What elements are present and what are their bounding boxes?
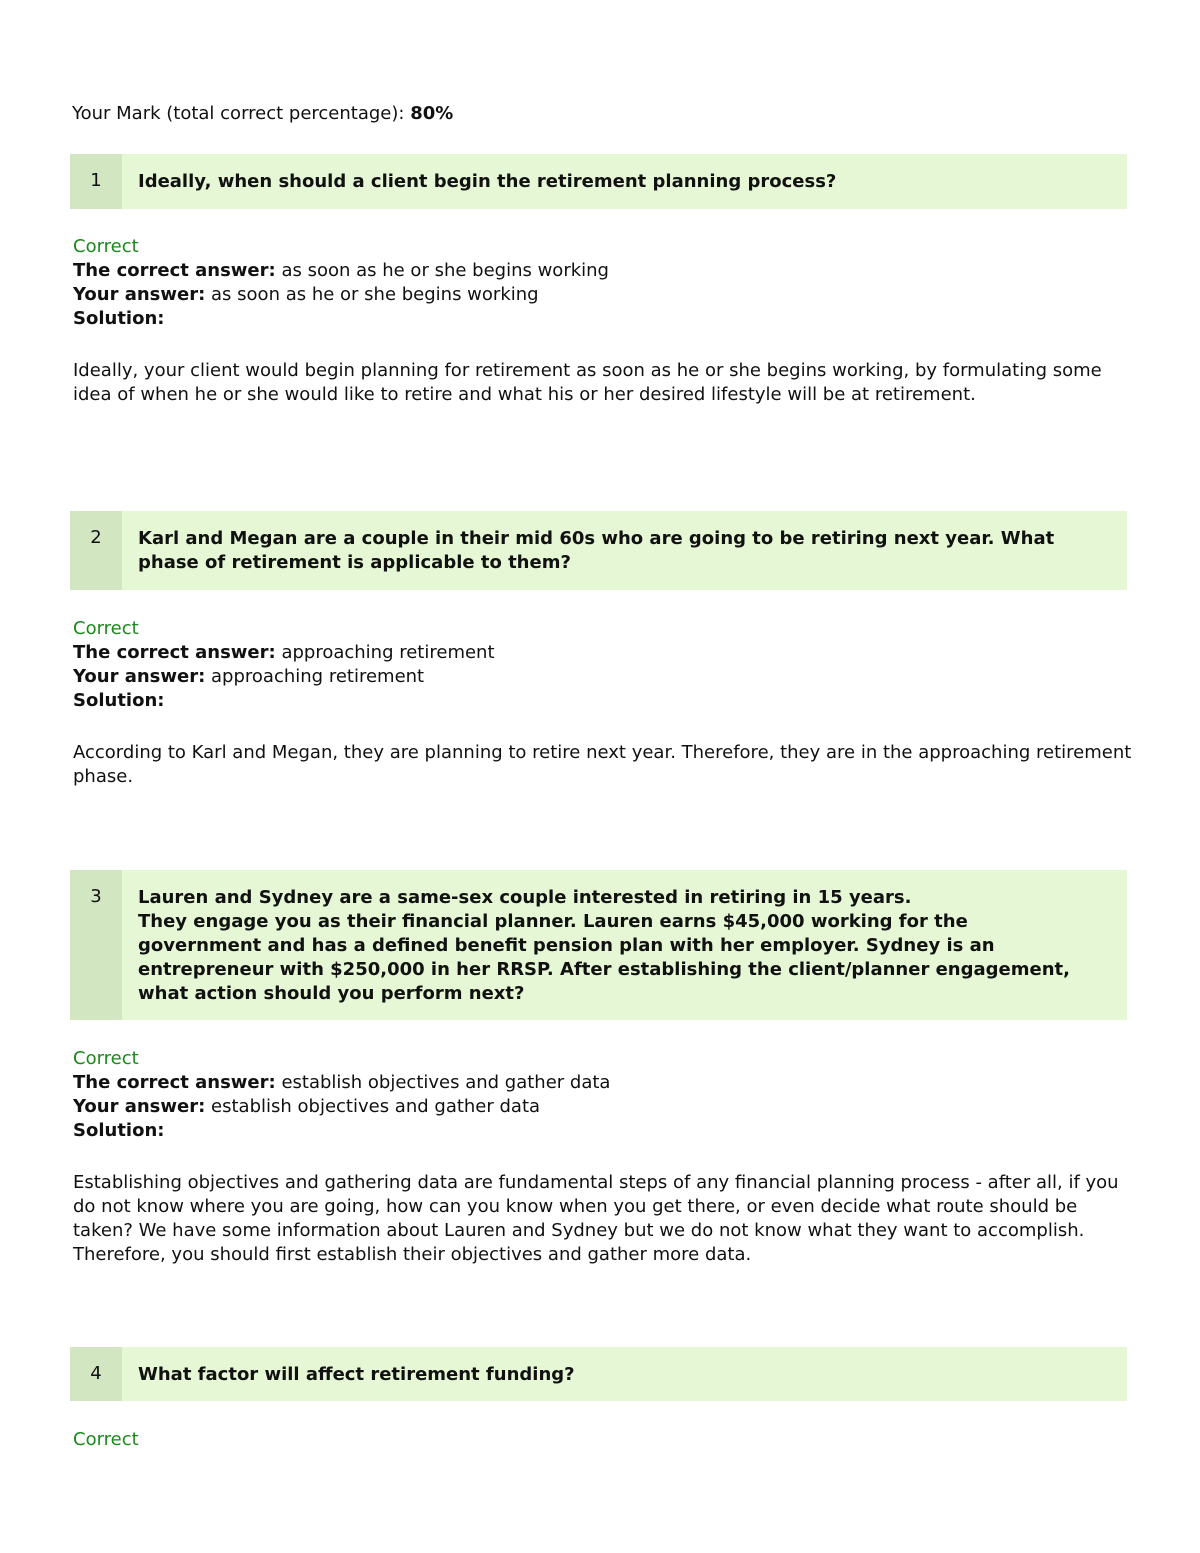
mark-value: 80% xyxy=(410,103,454,124)
your-answer-row xyxy=(73,665,1133,689)
question-number: 3 xyxy=(70,870,122,1020)
your-answer-value: approaching retirement xyxy=(211,666,425,687)
question-4-result xyxy=(73,1428,1133,1452)
question-text: Ideally, when should a client begin the retirement planning process? xyxy=(138,171,837,192)
result-status: Correct xyxy=(73,1048,139,1069)
correct-answer-row xyxy=(73,259,1133,283)
question-number: 2 xyxy=(70,511,122,590)
correct-answer-value: as soon as he or she begins working xyxy=(281,260,609,281)
mark-label: Your Mark (total correct percentage): xyxy=(72,103,405,124)
question-text: What factor will affect retirement funding? xyxy=(138,1364,575,1385)
question-number: 1 xyxy=(70,154,122,209)
result-status: Correct xyxy=(73,236,139,257)
question-text xyxy=(122,870,1127,1020)
solution-text: Establishing objectives and gathering data are fundamental steps of any financial planning process - after all, if you do not know where you are going, how can you know when you get there, or even decide what route should be taken? We have some information about Lauren and Sydney but we do not know what they want to accomplish. Therefore, you should first establish their objectives and gather more data. xyxy=(73,1172,1119,1265)
solution-label: Solution: xyxy=(73,690,165,711)
total-mark xyxy=(72,102,453,126)
question-4-header xyxy=(70,1347,1127,1401)
correct-answer-label: The correct answer: xyxy=(73,1072,276,1093)
your-answer-row xyxy=(73,283,1133,307)
correct-answer-row xyxy=(73,1071,1133,1095)
solution-label: Solution: xyxy=(73,308,165,329)
your-answer-row xyxy=(73,1095,1133,1119)
question-1-header xyxy=(70,154,1127,209)
result-status: Correct xyxy=(73,618,139,639)
your-answer-label: Your answer: xyxy=(73,284,206,305)
your-answer-value: as soon as he or she begins working xyxy=(211,284,539,305)
result-status: Correct xyxy=(73,1429,139,1450)
solution-label: Solution: xyxy=(73,1120,165,1141)
correct-answer-label: The correct answer: xyxy=(73,260,276,281)
your-answer-label: Your answer: xyxy=(73,1096,206,1117)
question-text: Karl and Megan are a couple in their mid 60s who are going to be retiring next year. What phase of retirement is applicable to them? xyxy=(138,528,1055,573)
question-3-result xyxy=(73,1047,1133,1267)
question-2-result xyxy=(73,617,1133,789)
correct-answer-value: approaching retirement xyxy=(281,642,495,663)
solution-text: According to Karl and Megan, they are planning to retire next year. Therefore, they are in the approaching retirement phase. xyxy=(73,742,1132,787)
question-1-result xyxy=(73,235,1133,407)
correct-answer-value: establish objectives and gather data xyxy=(281,1072,611,1093)
solution-text: Ideally, your client would begin planning for retirement as soon as he or she begins working, by formulating some idea of when he or she would like to retire and what his or her desired lifestyle will be at retirement. xyxy=(73,360,1102,405)
correct-answer-row xyxy=(73,641,1133,665)
your-answer-value: establish objectives and gather data xyxy=(211,1096,541,1117)
question-3-header xyxy=(70,870,1127,1020)
question-text-rest: They engage you as their financial planner. Lauren earns $45,000 working for the government and has a defined benefit pension plan with her employer. Sydney is an entrepreneur with $250,000 in her RRSP. After establishing the client/planner engagement, what action should you perform next? xyxy=(138,911,1070,1004)
question-text-line1: Lauren and Sydney are a same-sex couple interested in retiring in 15 years. xyxy=(138,887,912,908)
question-number: 4 xyxy=(70,1347,122,1401)
correct-answer-label: The correct answer: xyxy=(73,642,276,663)
your-answer-label: Your answer: xyxy=(73,666,206,687)
question-2-header xyxy=(70,511,1127,590)
